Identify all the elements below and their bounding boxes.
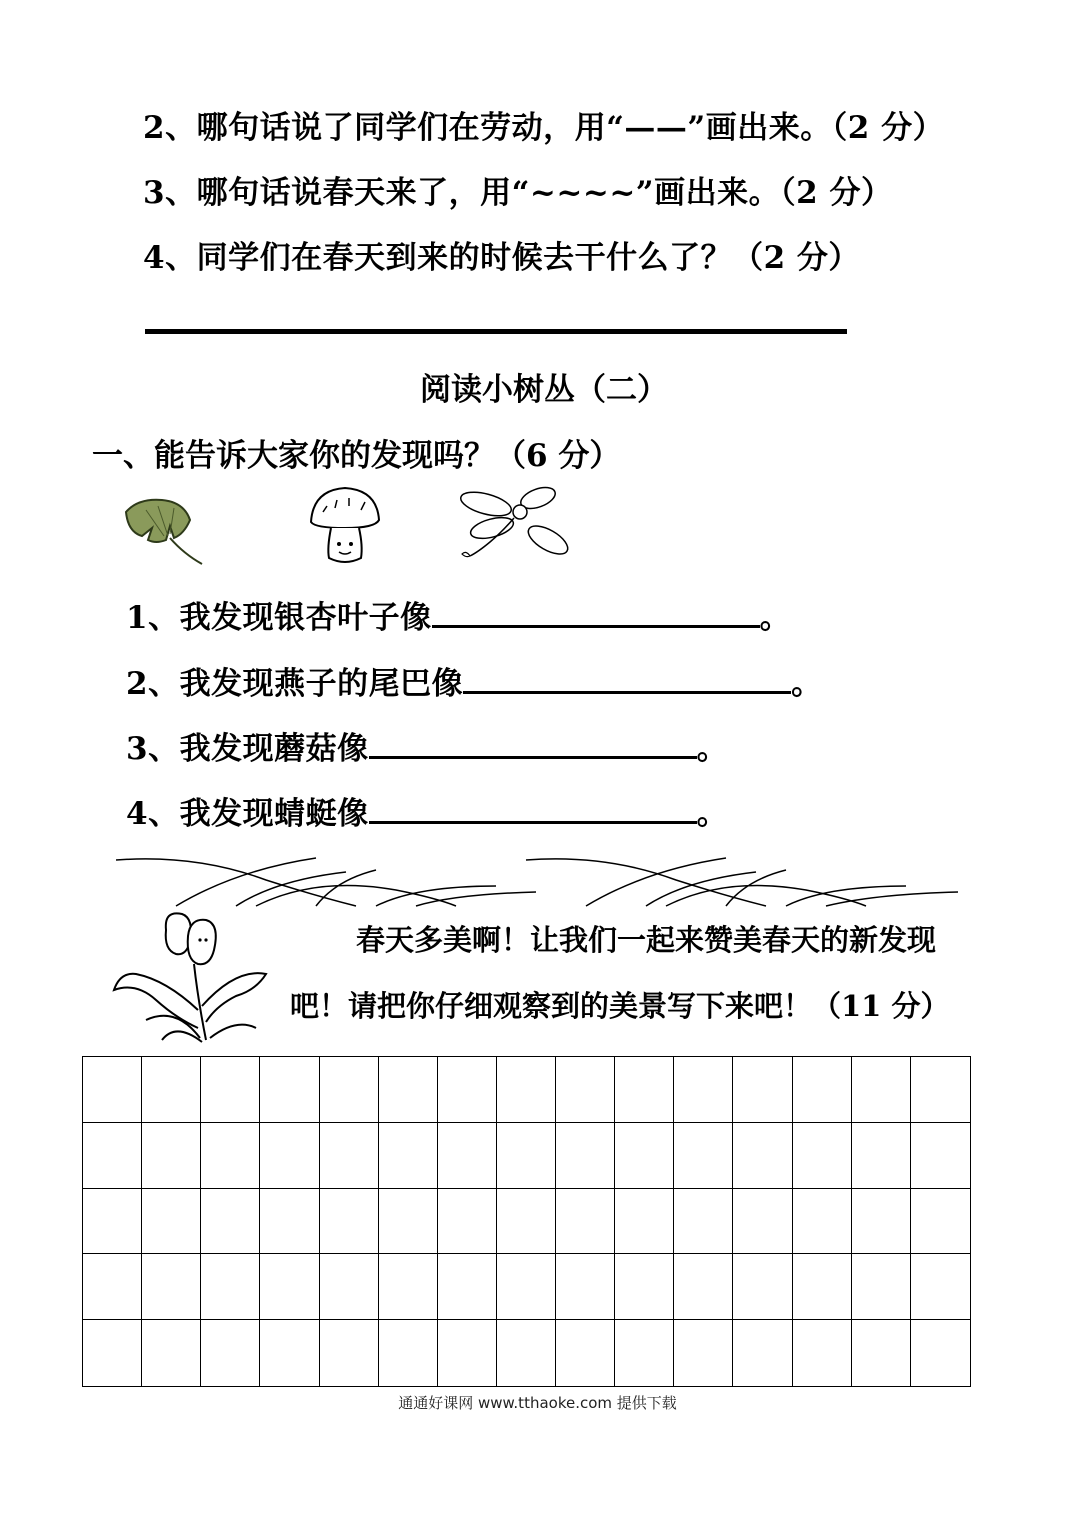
grid-cell[interactable] [556,1057,615,1123]
grid-cell[interactable] [733,1254,792,1320]
grid-cell[interactable] [438,1189,497,1255]
grid-cell[interactable] [83,1057,142,1123]
grid-cell[interactable] [379,1123,438,1189]
grid-cell[interactable] [83,1123,142,1189]
section-heading: 一、能告诉大家你的发现吗？（6 分） [92,438,621,474]
grid-cell[interactable] [911,1320,970,1386]
grid-cell[interactable] [201,1254,260,1320]
grid-cell[interactable] [793,1254,852,1320]
grid-cell[interactable] [674,1254,733,1320]
grid-cell[interactable] [379,1254,438,1320]
grid-cell[interactable] [674,1320,733,1386]
discovery-1: 1、我发现银杏叶子像 。 [126,592,791,637]
grid-cell[interactable] [142,1320,201,1386]
grid-cell[interactable] [733,1189,792,1255]
answer-blank[interactable] [369,726,697,759]
grid-cell[interactable] [852,1254,911,1320]
grid-cell[interactable] [793,1057,852,1123]
ginkgo-leaf-icon [118,492,210,570]
grid-cell[interactable] [260,1320,319,1386]
grid-cell[interactable] [615,1189,674,1255]
grid-cell[interactable] [260,1123,319,1189]
grid-cell[interactable] [142,1189,201,1255]
grid-cell[interactable] [615,1057,674,1123]
grid-cell[interactable] [497,1057,556,1123]
discovery-3: 3、我发现蘑菇像 。 [126,723,728,768]
grid-cell[interactable] [320,1254,379,1320]
dragonfly-icon [456,482,574,568]
grid-cell[interactable] [260,1254,319,1320]
grid-cell[interactable] [911,1189,970,1255]
grid-cell[interactable] [201,1320,260,1386]
grid-cell[interactable] [674,1189,733,1255]
grid-cell[interactable] [83,1254,142,1320]
grid-cell[interactable] [615,1320,674,1386]
answer-blank[interactable] [463,661,791,694]
grass-border-icon [116,850,958,910]
grid-cell[interactable] [201,1123,260,1189]
grid-cell[interactable] [379,1189,438,1255]
grid-cell[interactable] [497,1320,556,1386]
grid-cell[interactable] [852,1189,911,1255]
grid-cell[interactable] [142,1254,201,1320]
question-4: 4、同学们在春天到来的时候去干什么了？（2 分） [143,240,860,276]
grid-cell[interactable] [201,1057,260,1123]
grid-cell[interactable] [911,1254,970,1320]
question-3: 3、哪句话说春天来了，用“~~~~”画出来。（2 分） [143,175,893,211]
grid-cell[interactable] [142,1123,201,1189]
grid-cell[interactable] [497,1123,556,1189]
grid-cell[interactable] [497,1189,556,1255]
grid-cell[interactable] [142,1057,201,1123]
question-2: 2、哪句话说了同学们在劳动，用“——”画出来。（2 分） [143,110,945,146]
grid-cell[interactable] [733,1320,792,1386]
grid-cell[interactable] [260,1189,319,1255]
grid-cell[interactable] [911,1057,970,1123]
writing-prompt-line1: 春天多美啊！让我们一起来赞美春天的新发现 [356,923,937,957]
writing-prompt-line2: 吧！请把你仔细观察到的美景写下来吧！（11 分） [290,989,950,1023]
grid-cell[interactable] [852,1057,911,1123]
grid-cell[interactable] [852,1123,911,1189]
grid-cell[interactable] [556,1320,615,1386]
answer-blank[interactable] [369,791,697,824]
answer-line[interactable] [145,329,847,334]
answer-blank[interactable] [432,595,760,628]
grid-cell[interactable] [320,1123,379,1189]
grid-cell[interactable] [674,1123,733,1189]
grid-cell[interactable] [793,1123,852,1189]
flower-icon [106,910,276,1050]
grid-cell[interactable] [615,1254,674,1320]
grid-cell[interactable] [83,1189,142,1255]
discovery-4: 4、我发现蜻蜓像 。 [126,788,728,833]
grid-cell[interactable] [793,1189,852,1255]
grid-cell[interactable] [733,1057,792,1123]
grid-cell[interactable] [438,1320,497,1386]
grid-cell[interactable] [615,1123,674,1189]
grid-cell[interactable] [379,1057,438,1123]
grid-cell[interactable] [320,1320,379,1386]
grid-cell[interactable] [852,1320,911,1386]
grid-cell[interactable] [438,1057,497,1123]
grid-cell[interactable] [556,1189,615,1255]
grid-cell[interactable] [260,1057,319,1123]
grid-cell[interactable] [320,1057,379,1123]
section-title: 阅读小树丛（二） [420,372,668,408]
grid-cell[interactable] [911,1123,970,1189]
grid-cell[interactable] [497,1254,556,1320]
writing-grid[interactable] [82,1056,971,1387]
grid-cell[interactable] [438,1123,497,1189]
grid-cell[interactable] [556,1123,615,1189]
grid-cell[interactable] [83,1320,142,1386]
grid-cell[interactable] [793,1320,852,1386]
mushroom-icon [305,482,383,568]
grid-cell[interactable] [201,1189,260,1255]
grid-cell[interactable] [674,1057,733,1123]
grid-cell[interactable] [556,1254,615,1320]
grid-cell[interactable] [320,1189,379,1255]
grid-cell[interactable] [733,1123,792,1189]
grid-cell[interactable] [379,1320,438,1386]
page-footer: 通通好课网 www.tthaoke.com 提供下载 [398,1394,677,1412]
discovery-2: 2、我发现燕子的尾巴像 。 [126,658,823,703]
grid-cell[interactable] [438,1254,497,1320]
